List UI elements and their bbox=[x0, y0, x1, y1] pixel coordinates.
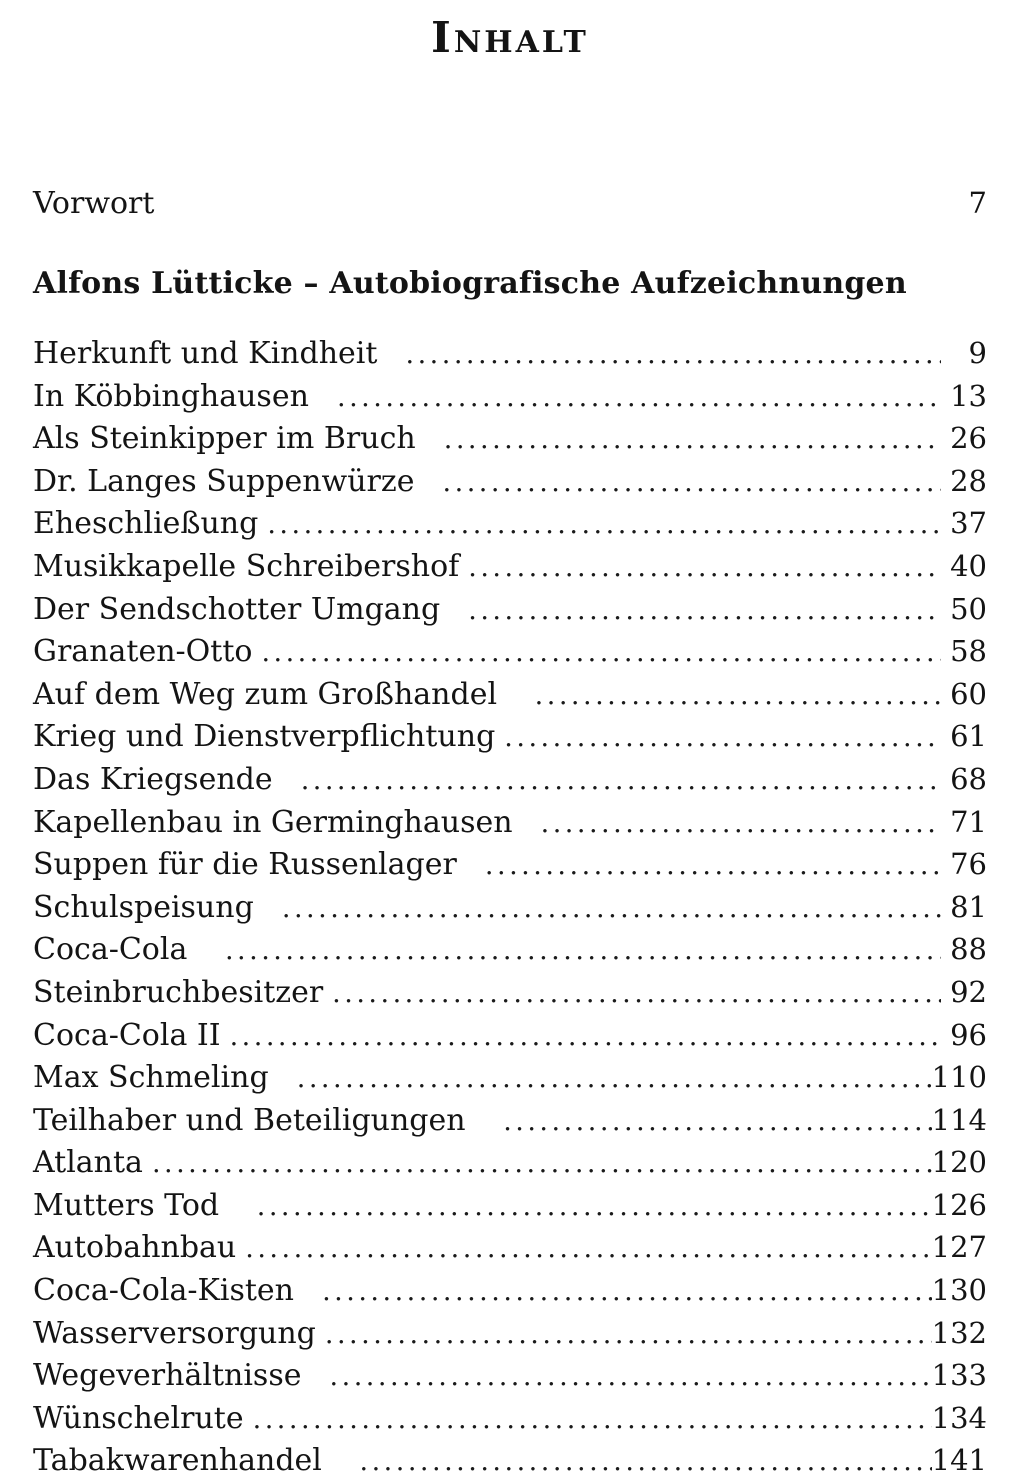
toc-entry-page: 58 bbox=[950, 634, 987, 669]
toc-entry bbox=[33, 715, 987, 758]
toc-entry-title: Coca-Cola bbox=[33, 932, 216, 968]
dot-leader bbox=[252, 632, 941, 675]
toc-entry-page: 88 bbox=[950, 932, 987, 967]
dot-leader bbox=[313, 1271, 932, 1314]
toc-entry-title: Coca-Cola II bbox=[33, 1017, 221, 1053]
toc-entry bbox=[33, 1312, 987, 1355]
toc-entry-title: Atlanta bbox=[33, 1145, 143, 1181]
toc-entry-page: 81 bbox=[950, 889, 987, 924]
dot-leader bbox=[258, 504, 941, 547]
toc-entry bbox=[33, 1226, 987, 1269]
toc-entry bbox=[33, 588, 987, 631]
toc-entry-title: Mutters Tod bbox=[33, 1187, 248, 1223]
toc-entry-title: Schulspeisung bbox=[33, 889, 273, 925]
page-title: INHALT bbox=[431, 13, 589, 62]
toc-entry-page: 50 bbox=[950, 591, 987, 626]
toc-entry-title: Auf dem Weg zum Großhandel bbox=[33, 676, 526, 712]
dot-leader bbox=[244, 1399, 932, 1442]
toc-entry-page: 61 bbox=[950, 719, 987, 754]
toc-entry-page: 28 bbox=[950, 463, 987, 498]
dot-leader bbox=[316, 1314, 932, 1357]
toc-list bbox=[33, 332, 987, 1482]
toc-entry-page: 13 bbox=[950, 378, 987, 413]
toc-entry-title: Granaten-Otto bbox=[33, 634, 253, 670]
dot-leader bbox=[526, 675, 941, 718]
toc-entry-title: Musikkapelle Schreibershof bbox=[33, 548, 460, 584]
toc-entry-page: 9 bbox=[968, 336, 987, 370]
toc-entry bbox=[33, 1099, 987, 1142]
toc-entry bbox=[33, 928, 987, 971]
toc-entry-page: 37 bbox=[950, 506, 987, 541]
toc-entry bbox=[33, 417, 987, 460]
toc-entry-title: Der Sendschotter Umgang bbox=[33, 591, 460, 627]
toc-entry bbox=[33, 502, 987, 545]
toc-entry-title: In Köbbinghausen bbox=[33, 378, 328, 414]
toc-entry-title: Suppen für die Russenlager bbox=[33, 847, 476, 883]
dot-leader bbox=[351, 1441, 932, 1484]
preface-label: Vorwort bbox=[33, 186, 155, 221]
toc-entry-page: 130 bbox=[931, 1273, 987, 1308]
dot-leader bbox=[459, 590, 941, 633]
toc-entry bbox=[33, 1184, 987, 1227]
toc-entry-title: Krieg und Dienstverpflichtung bbox=[33, 719, 496, 755]
toc-entry-page: 40 bbox=[950, 548, 987, 583]
toc-entry bbox=[33, 886, 987, 929]
toc-entry-title: Eheschließung bbox=[33, 506, 259, 542]
dot-leader bbox=[236, 1228, 931, 1271]
toc-entry bbox=[33, 545, 987, 588]
toc-entry-page: 141 bbox=[931, 1443, 987, 1478]
toc-entry bbox=[33, 971, 987, 1014]
toc-entry-page: 76 bbox=[950, 847, 987, 882]
toc-entry-page: 114 bbox=[931, 1102, 987, 1137]
toc-entry bbox=[33, 1141, 987, 1184]
toc-entry bbox=[33, 375, 987, 418]
dot-leader bbox=[532, 803, 941, 846]
toc-entry-page: 96 bbox=[950, 1017, 987, 1052]
toc-entry-title: Wegeverhältnisse bbox=[33, 1358, 321, 1394]
dot-leader bbox=[292, 760, 941, 803]
toc-entry-title: Teilhaber und Beteiligungen bbox=[33, 1102, 495, 1138]
toc-entry-title: Herkunft und Kindheit bbox=[33, 336, 397, 371]
toc-entry bbox=[33, 1439, 987, 1482]
toc-entry-page: 133 bbox=[931, 1358, 987, 1393]
dot-leader bbox=[328, 377, 941, 420]
toc-entry bbox=[33, 1056, 987, 1099]
toc-entry-title: Als Steinkipper im Bruch bbox=[33, 421, 435, 457]
toc-entry-page: 92 bbox=[950, 974, 987, 1009]
toc-entry-title: Steinbruchbesitzer bbox=[33, 974, 324, 1010]
dot-leader bbox=[143, 1143, 932, 1186]
toc-entry-page: 110 bbox=[931, 1060, 987, 1095]
dot-leader bbox=[221, 1016, 941, 1059]
toc-entry-page: 26 bbox=[950, 421, 987, 456]
toc-entry bbox=[33, 1354, 987, 1397]
toc-entry-title: Das Kriegsende bbox=[33, 761, 292, 797]
dot-leader bbox=[459, 547, 941, 590]
toc-entry bbox=[33, 630, 987, 673]
toc-entry bbox=[33, 673, 987, 716]
dot-leader bbox=[495, 717, 941, 760]
toc-entry-title: Wünschelrute bbox=[33, 1400, 244, 1436]
preface-row bbox=[33, 185, 987, 222]
toc-entry-page: 60 bbox=[950, 676, 987, 711]
dot-leader bbox=[216, 930, 941, 973]
toc-entry-page: 71 bbox=[950, 804, 987, 839]
section-heading: Alfons Lütticke – Autobiografische Aufzeichnungen bbox=[33, 266, 907, 301]
toc-entry-title: Coca-Cola-Kisten bbox=[33, 1273, 314, 1309]
dot-leader bbox=[435, 419, 941, 462]
toc-entry-title: Autobahnbau bbox=[33, 1230, 237, 1266]
preface-page-number: 7 bbox=[968, 186, 987, 220]
toc-entry-page: 120 bbox=[931, 1145, 987, 1180]
toc-entry-page: 132 bbox=[931, 1315, 987, 1350]
dot-leader bbox=[397, 334, 942, 377]
dot-leader bbox=[321, 1356, 932, 1399]
toc-entry-title: Wasserversorgung bbox=[33, 1315, 316, 1351]
dot-leader bbox=[323, 973, 941, 1016]
toc-entry-page: 127 bbox=[931, 1230, 987, 1265]
toc-entry bbox=[33, 801, 987, 844]
dot-leader bbox=[273, 888, 941, 931]
dot-leader bbox=[434, 462, 941, 505]
toc-entry bbox=[33, 1014, 987, 1057]
toc-entry bbox=[33, 843, 987, 886]
toc-entry-page: 68 bbox=[950, 761, 987, 796]
toc-entry bbox=[33, 332, 987, 375]
toc-entry bbox=[33, 1397, 987, 1440]
dot-leader bbox=[494, 1101, 931, 1144]
toc-entry-page: 134 bbox=[931, 1400, 987, 1435]
toc-entry-title: Max Schmeling bbox=[33, 1060, 288, 1096]
toc-entry-title: Kapellenbau in Germinghausen bbox=[33, 804, 532, 840]
toc-entry-title: Tabakwarenhandel bbox=[33, 1443, 351, 1479]
toc-entry bbox=[33, 1269, 987, 1312]
toc-entry-title: Dr. Langes Suppenwürze bbox=[33, 463, 434, 499]
dot-leader bbox=[476, 845, 941, 888]
dot-leader bbox=[288, 1058, 932, 1101]
toc-entry-page: 126 bbox=[931, 1187, 987, 1222]
dot-leader bbox=[248, 1186, 932, 1229]
toc-entry bbox=[33, 758, 987, 801]
toc-entry bbox=[33, 460, 987, 503]
